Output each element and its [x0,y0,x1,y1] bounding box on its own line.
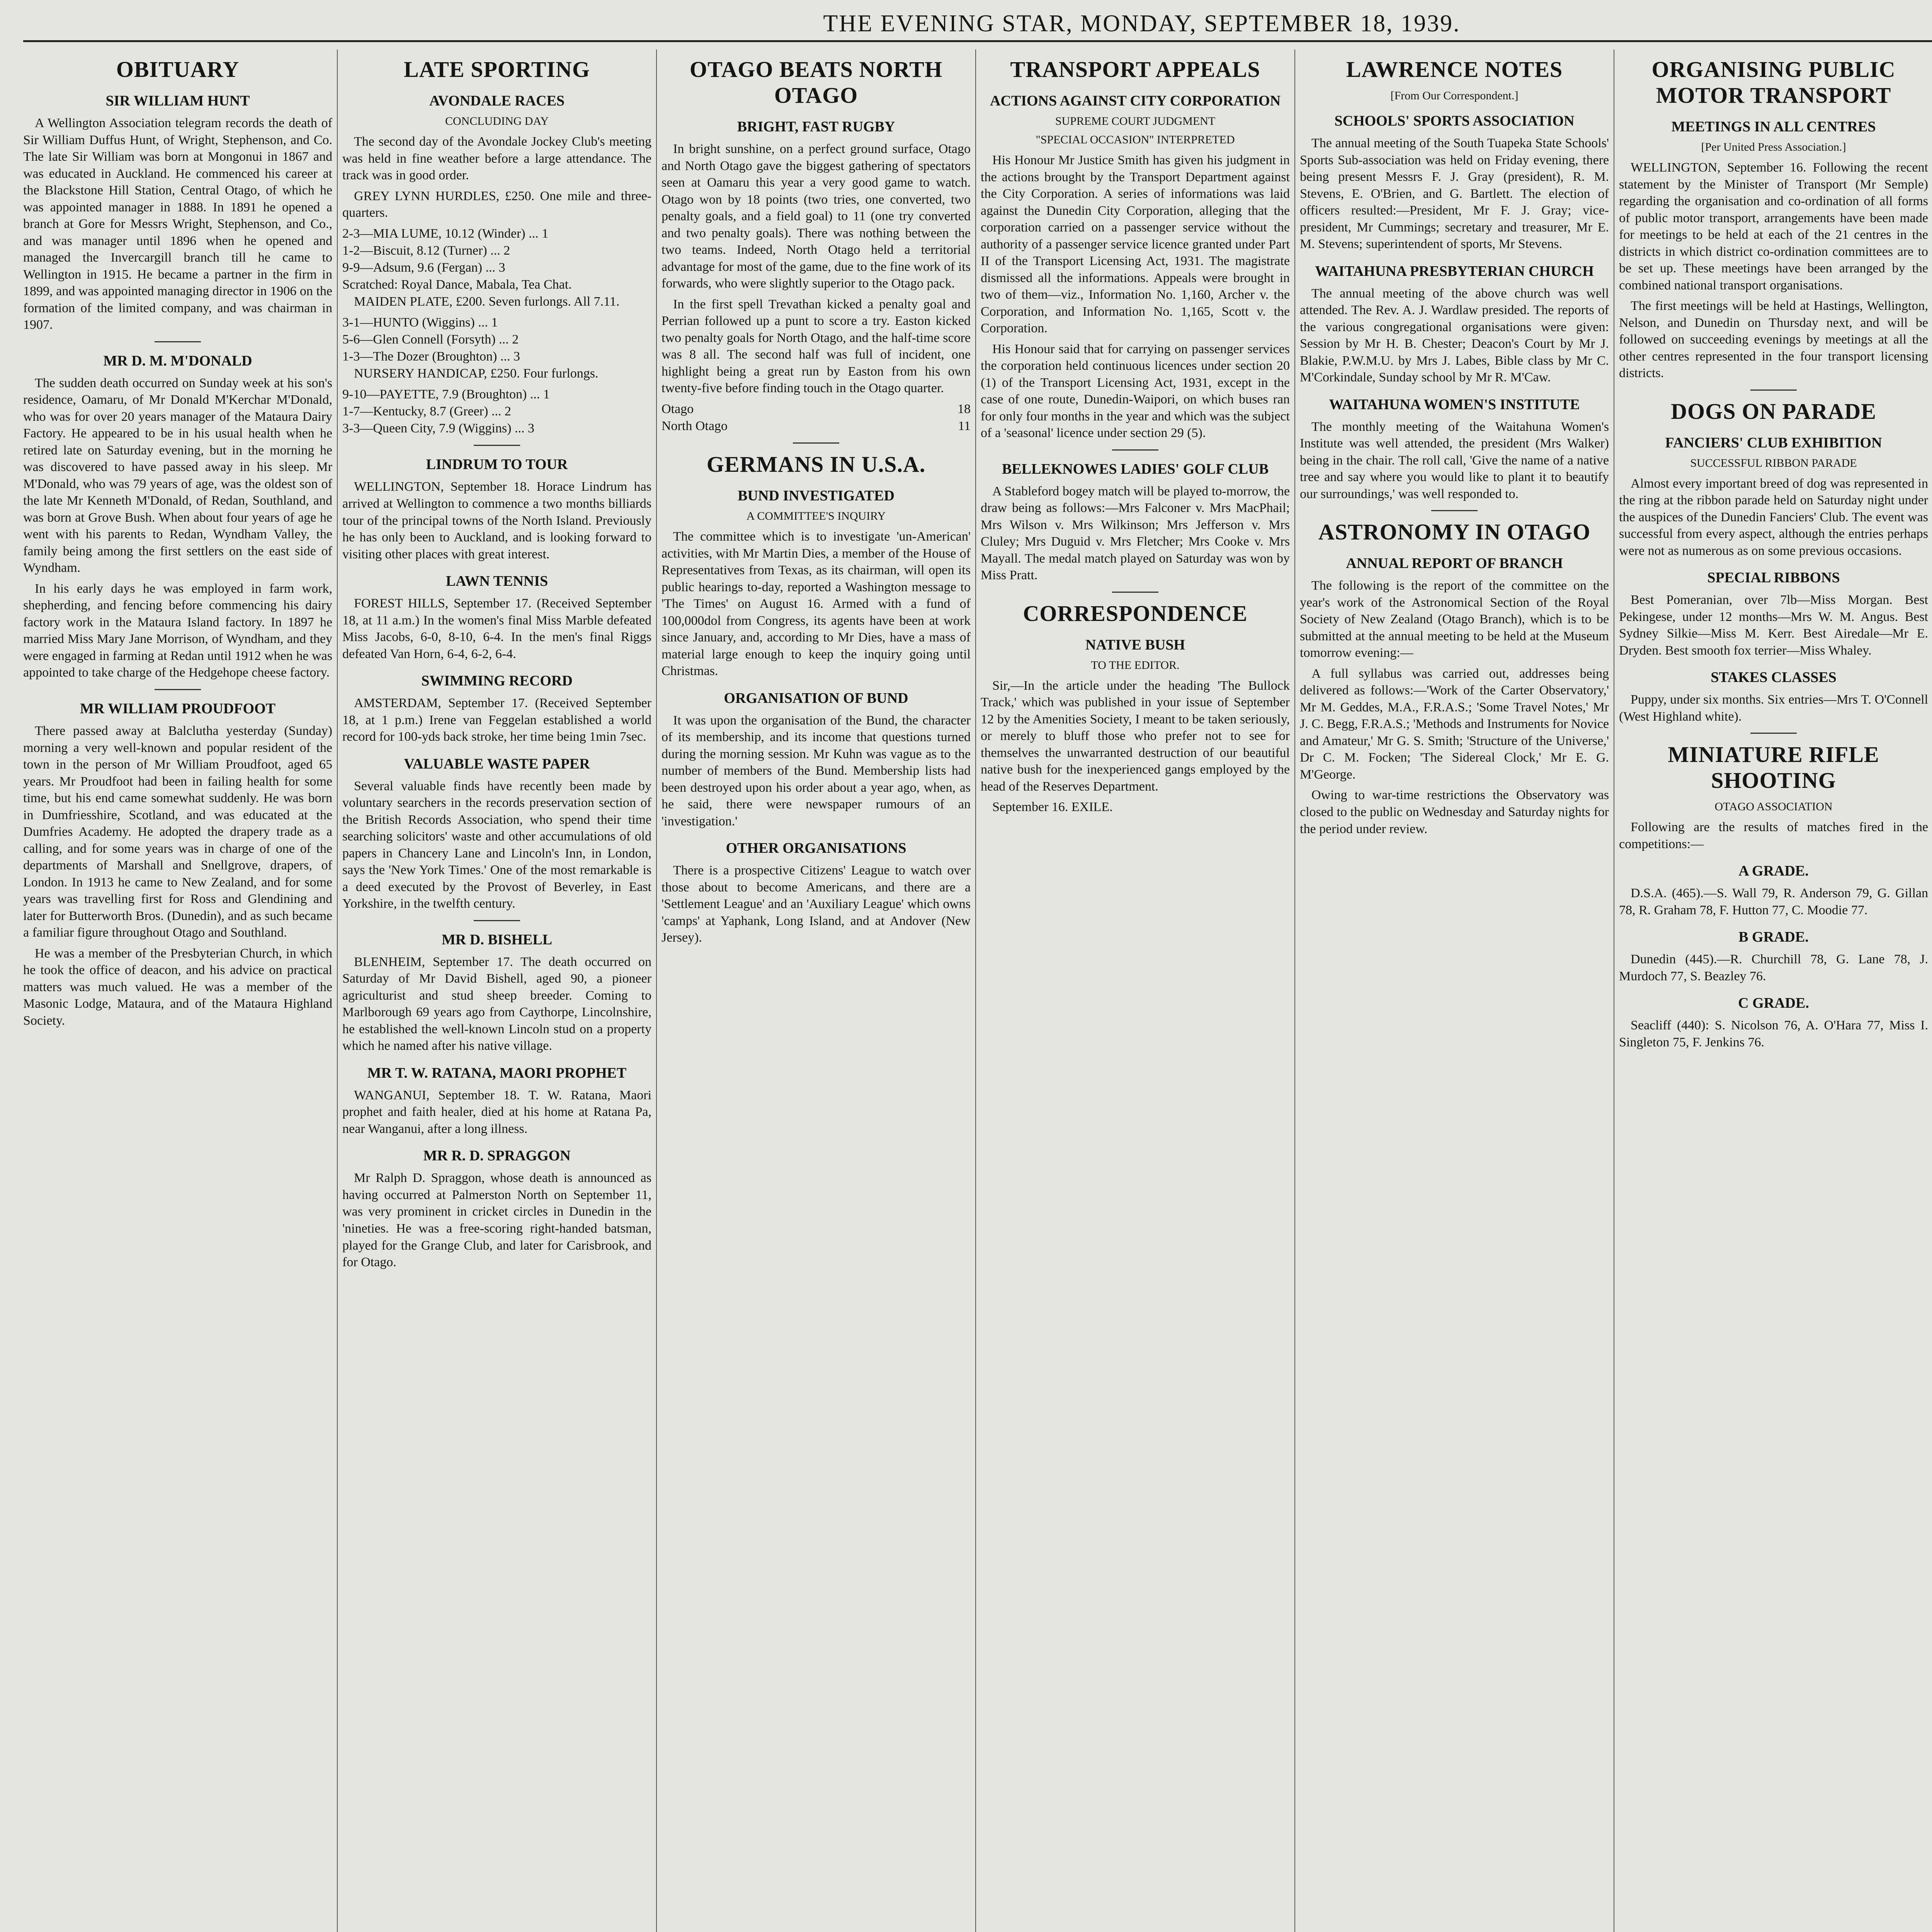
headline: FANCIERS' CLUB EXHIBITION [1665,434,1882,451]
article-text: Dunedin (445).—R. Churchill 78, G. Lane 78, J. Murdoch 77, S. Beazley 76. [1619,952,1928,983]
column-rule [656,49,657,1932]
headline: WAITAHUNA WOMEN'S INSTITUTE [1329,396,1580,413]
kicker: SUCCESSFUL RIBBON PARADE [1690,456,1857,469]
kicker: TO THE EDITOR. [1091,658,1180,672]
article-text: There is a prospective Citizens' League to watch over those about to become Americans, and there are a 'Settlement League' and an 'Auxiliary League' which owns 'camps' at Yaphank, Long Island, and at Andover (New Jersey). [662,863,971,945]
race-title: MAIDEN PLATE, £200. Seven furlongs. All 7.11. [354,294,620,309]
kicker: [Per United Press Association.] [1701,141,1846,153]
divider [474,445,520,446]
article-text: Puppy, under six months. Six entries—Mrs T. O'Connell (West Highland white). [1619,692,1928,724]
race-line: 9-10—PAYETTE, 7.9 (Broughton) ... 1 [342,387,550,401]
article-text: Seacliff (440): S. Nicolson 76, A. O'Hara 77, Miss I. Singleton 75, F. Jenkins 76. [1619,1018,1928,1049]
race-line: 1-2—Biscuit, 8.12 (Turner) ... 2 [342,243,510,258]
article-text: It was upon the organisation of the Bund, the character of its membership, and its income that questions turned during the morning session. Mr Kuhn was vague as to the number of members of the Bund. Membership lists had been destroyed upon his order about a year ago, when, as he said, there were newspaper rumours of an 'investigation.' [662,713,971,828]
race-line: 1-7—Kentucky, 8.7 (Greer) ... 2 [342,404,511,419]
article-text: In his early days he was employed in farm work, shepherding, and fencing before commencing his dairy factory work in the Mataura Island factory. In 1897 he married Miss Mary Jane Morrison, of Wyndham, and they were engaged in farming at Redan until 1912 when he was appointed to take charge of the Hedgehope cheese factory. [23,581,332,680]
article-text: A full syllabus was carried out, addresses being delivered as follows:—'Work of the Carter Observatory,' Mr M. Geddes, M.A., F.R.A.S.; 'Some Travel Notes,' Mr J. C. Begg, F.R.A.S.; 'Methods and Instruments for Novice and Amateur,' Mr G. S. Smith; 'Structure of the Universe,' Dr C. M. Focken; 'The Sidereal Clock,' Mr E. G. M'George. [1300,666,1609,782]
headline: SIR WILLIAM HUNT [105,93,250,109]
column-lawrence-notes [1300,49,1609,1932]
article-text: Almost every important breed of dog was represented in the ring at the ribbon parade held on Saturday night under the auspices of the Dunedin Fanciers' Club. The event was successful from every aspect, although the entries perhaps were not as numerous as on some previous occasions. [1619,476,1928,558]
divider [155,341,201,342]
grade-heading: C GRADE. [1738,995,1809,1012]
divider [793,442,839,444]
headline: SCHOOLS' SPORTS ASSOCIATION [1334,113,1575,129]
divider [1750,733,1797,734]
race-title: GREY LYNN HURDLES, £250. One mile and three-quarters. [342,189,651,220]
article-text: WANGANUI, September 18. T. W. Ratana, Maori prophet and faith healer, died at his home at Ratana Pa, near Wanganui, after a long illness. [342,1088,651,1136]
section-title: DOGS ON PARADE [1671,398,1876,424]
team-name: North Otago [662,418,728,433]
section-title: MINIATURE RIFLE SHOOTING [1668,742,1879,793]
column-transport-appeals [981,49,1290,1932]
column-obituary [23,49,332,1932]
article-text: Several valuable finds have recently been made by voluntary searchers in the records preservation section of the British Records Association, who spend their time searching solicitors' waste and other accumulations of old papers in Chancery Lane and Lincoln's Inn, in London, says the 'New York Times.' One of the most remarkable is a deed executed by the Provost of Beverley, in East Yorkshire, in the twelfth century. [342,779,651,911]
race-line: 3-1—HUNTO (Wiggins) ... 1 [342,315,498,330]
article-text: His Honour said that for carrying on passenger services the corporation held continuous licences under section 20 (1) of the Transport Licensing Act, 1931, except in the case of one route, Dunedin-Waipori, on which buses ran for only four months in the year and which was the subject of a 'seasonal' licence under section 29 (5). [981,342,1290,440]
headline: OTHER ORGANISATIONS [726,840,906,857]
headline: SPECIAL RIBBONS [1707,570,1840,586]
section-title: GERMANS IN U.S.A. [706,452,926,477]
headline: BELLEKNOWES LADIES' GOLF CLUB [1002,461,1269,477]
race-line: 9-9—Adsum, 9.6 (Fergan) ... 3 [342,260,505,275]
kicker: "SPECIAL OCCASION" INTERPRETED [1036,133,1235,146]
headline: BUND INVESTIGATED [738,488,895,504]
masthead [23,3,1932,42]
article-text: The annual meeting of the South Tuapeka State Schools' Sports Sub-association was held on Friday evening, there being present Messrs F. J. Gray (president), R. M. Stevens, E. O'Brien, and G. Bartlett. The election of officers resulted:—President, Mr F. J. Gray; vice-president, Mr Cummings; secretary and treasurer, Mr E. M. Stevens; superintendent of sports, Mr Stevens. [1300,136,1609,252]
divider [1431,510,1478,511]
article-text: Mr Ralph D. Spraggon, whose death is announced as having occurred at Palmerston North on September 11, was very prominent in cricket circles in Dunedin in the 'nineties. He was a free-scoring right-handed batsman, played for the Grange Club, and later for Carisbrook, and for Otago. [342,1171,651,1270]
article-text: Sir,—In the article under the heading 'The Bullock Track,' which was published in your issue of September 12 by the Amenities Society, I meant to be taken seriously, or merely to bluff those who prefer not to see for themselves the unwarranted destruction of our beautiful native bush for the inexperienced gangs employed by the head of the Reserves Department. [981,678,1290,794]
headline: MR D. M. M'DONALD [103,352,252,369]
grade-heading: A GRADE. [1738,863,1809,879]
article-text: Following are the results of matches fired in the competitions:— [1619,820,1928,851]
race-line: 1-3—The Dozer (Broughton) ... 3 [342,349,520,364]
column-rule [1294,49,1295,1932]
race-line: 2-3—MIA LUME, 10.12 (Winder) ... 1 [342,226,549,241]
masthead-title: THE EVENING STAR, MONDAY, SEPTEMBER 18, 1939. [823,10,1461,37]
section-title: TRANSPORT APPEALS [1010,57,1260,82]
headline: STAKES CLASSES [1711,669,1837,686]
article-text: Best Pomeranian, over 7lb—Miss Morgan. Best Pekingese, under 12 months—Mrs W. M. Angus. Best Sydney Silkie—Miss M. Kerr. Best Airedale—Mr E. Dryden. Best smooth fox terrier—Miss Whaley. [1619,593,1928,658]
team-name: Otago [662,401,694,416]
article-text: A Stableford bogey match will be played to-morrow, the draw being as follows:—Mrs Falconer v. Mrs MacPhail; Mrs Wilson v. Mrs Wilkinson; Mrs Jefferson v. Mrs Cluley; Mrs Duguid v. Mrs Fletcher; Mrs Cooke v. Mrs Mayall. The medal match played on Saturday was won by Miss Pratt. [981,484,1290,583]
section-title: LAWRENCE NOTES [1346,57,1563,82]
article-text: D.S.A. (465).—S. Wall 79, R. Anderson 79, G. Gillan 78, R. Graham 78, F. Hutton 77, C. Moodie 77. [1619,886,1928,917]
article-text: The second day of the Avondale Jockey Club's meeting was held in fine weather before a large attendance. The track was in good order. [342,134,651,183]
columns [23,49,1932,1932]
section-title: OBITUARY [116,57,240,82]
column-motor-transport [1619,49,1928,1932]
race-line: 3-3—Queen City, 7.9 (Wiggins) ... 3 [342,421,534,436]
section-title: ORGANISING PUBLIC MOTOR TRANSPORT [1651,57,1896,108]
section-title: ASTRONOMY IN OTAGO [1318,519,1591,545]
headline: BRIGHT, FAST RUGBY [737,119,895,135]
headline: MR R. D. SPRAGGON [423,1148,571,1164]
article-text: His Honour Mr Justice Smith has given his judgment in the actions brought by the Transport Department against the City Corporation. A series of informations was laid against the Dunedin City Corporation, alleging that the corporation carried on a passenger service without the authority of a passenger service licence granted under Part II of the Transport Licensing Act, 1931. The magistrate dismissed all the informations. Appeals were brought in two of them—viz., Information No. 1,160, Archer v. the Corporation, and Information No. 1,165, Scott v. the Corporation. [981,153,1290,336]
divider [1112,592,1158,593]
headline: ACTIONS AGAINST CITY CORPORATION [990,93,1281,109]
article-text: The annual meeting of the above church was well attended. The Rev. A. J. Wardlaw presided. The reports of the various congregational organisations were given: Session by Mr H. B. Chester; Deacon's Court by Mr J. Blakie, P.W.M.U. by Mrs J. Labes, Bible class by Mr C. M'Corkindale, Sunday school by Mr R. M'Caw. [1300,286,1609,385]
headline: MEETINGS IN ALL CENTRES [1671,119,1876,135]
article-text: The monthly meeting of the Waitahuna Women's Institute was well attended, the president (Mrs Walker) being in the chair. The roll call, 'Give the name of a native tree and say where you would like to plant it to beautify our surroundings,' was well responded to. [1300,419,1609,501]
column-late-sporting [342,49,651,1932]
race-results [342,188,651,437]
headline: LAWN TENNIS [446,573,548,590]
article-text: FOREST HILLS, September 17. (Received September 18, at 11 a.m.) In the women's final Miss Marble defeated Miss Jacobs, 6-0, 8-10, 6-4. In the men's final Riggs defeated Van Horn, 6-4, 6-2, 6-4. [342,596,651,661]
grade-heading: B GRADE. [1738,929,1809,946]
headline: NATIVE BUSH [1085,636,1185,653]
article-text: In bright sunshine, on a perfect ground surface, Otago and North Otago gave the biggest gathering of spectators seen at Oamaru this year a very good game to watch. Otago won by 18 points (two tries, one converted, two penalty goals, and a field goal) to 11 (one try converted and two penalty goals). There was nothing between the two teams. Indeed, North Otago held a territorial advantage for most of the game, due to the fine work of its forwards, who were slightly superior to the Otago pack. [662,142,971,291]
article-text: AMSTERDAM, September 17. (Received September 18, at 1 p.m.) Irene van Feggelan established a world record for 100-yds back stroke, her time being 1min 7sec. [342,696,651,744]
headline: MR WILLIAM PROUDFOOT [80,700,276,717]
article-text: The sudden death occurred on Sunday week at his son's residence, Oamaru, of Mr Donald M'Kerchar M'Donald, who was for over 20 years manager of the Mataura Dairy Factory. He appeared to be in his usual health when he retired late on Saturday evening, but in the morning he was discovered to have passed away in his sleep. Mr M'Donald, who was 79 years of age, was the oldest son of the late Mr Kenneth M'Donald, of Redan, Southland, and was born at Grove Bush. When about four years of age he went with his parents to Redan, Wyndham Valley, the family being among the first settlers on the east side of Wyndham. [23,376,332,575]
headline: VALUABLE WASTE PAPER [404,755,590,772]
section-title: LATE SPORTING [403,57,590,82]
headline: SWIMMING RECORD [421,673,573,689]
team-score: 18 [957,401,971,416]
final-score [662,401,971,435]
signature: September 16. EXILE. [992,800,1113,815]
headline: LINDRUM TO TOUR [426,456,568,473]
article-text: He was a member of the Presbyterian Church, in which he took the office of deacon, and his advice on practical matters was much valued. He was a member of the Masonic Lodge, Mataura, and of the Mataura Highland Society. [23,946,332,1028]
divider [1750,389,1797,391]
article-text: Owing to war-time restrictions the Observatory was closed to the public on Wednesday and Saturday nights for the period under review. [1300,788,1609,836]
team-score: 11 [958,418,971,433]
kicker: A COMMITTEE'S INQUIRY [746,510,886,523]
kicker: OTAGO ASSOCIATION [1714,800,1833,813]
divider [474,920,520,921]
kicker: [From Our Correspondent.] [1390,89,1519,102]
article-text: WELLINGTON, September 16. Following the recent statement by the Minister of Transport (Mr Semple) regarding the organisation and co-ordination of all forms of public motor transport, arrangements have been made for meetings to be held at each of the 21 centres in the districts in which district co-ordination committees are to be set up. These meetings have been arranged by the combined national transport organisations. [1619,160,1928,293]
race-title: NURSERY HANDICAP, £250. Four furlongs. [354,366,599,381]
article-text: There passed away at Balclutha yesterday (Sunday) morning a very well-known and popular resident of the town in the person of Mr William Proudfoot, aged 65 years. Mr Proudfoot had been in failing health for some time, but his end came somewhat suddenly. He was born in Dumfriesshire, Scotland, and was educated at the Dumfries Academy. He adopted the drapery trade as a calling, and for some years was in charge of one of the departments of Marshall and Snellgrove, drapers, of London. In 1913 he came to New Zealand, and for some years was travelling first for Ross and Glendining and later for Butterworth Bros. (Dunedin), and as such became a familiar figure throughout Otago and Southland. [23,723,332,940]
kicker: CONCLUDING DAY [445,115,549,128]
headline: ORGANISATION OF BUND [724,690,908,706]
article-text: In the first spell Trevathan kicked a penalty goal and Perrian followed up a punt to score a try. Easton kicked two penalty goals for North Otago, and the half-time score was 8 all. The second half was full of incident, one highlight being a great run by Easton from his own twenty-five before finding touch in the Otago quarter. [662,297,971,396]
divider [155,689,201,690]
column-rugby [662,49,971,1932]
article-text: BLENHEIM, September 17. The death occurred on Saturday of Mr David Bishell, aged 90, a pioneer agriculturist and stud sheep breeder. Coming to Marlborough 69 years ago from Caythorpe, Lincolnshire, he established the well-known Lincoln stud on a property which he named after his native village. [342,954,651,1053]
article-text: The committee which is to investigate 'un-American' activities, with Mr Martin Dies, a member of the House of Representatives from Texas, as its chairman, will open its public hearings to-day, reported a Washington message to 'The Times' on August 16. Armed with a fund of 100,000dol from Congress, its agents have been at work since January, and, according to Mr Dies, have a mass of material large enough to keep the inquiry going until Christmas. [662,529,971,679]
headline: WAITAHUNA PRESBYTERIAN CHURCH [1315,263,1594,279]
article-text: A Wellington Association telegram records the death of Sir William Duffus Hunt, of Wright, Stephenson, and Co. The late Sir William was born at Mongonui in 1867 and was educated in Auckland. He commenced his career at the Blackstone Hill Station, Central Otago, of which he was appointed manager in 1888. In 1891 he opened a branch at Gore for Messrs Wright, Stephenson, and Co., and was manager until 1896 when he opened and managed the Invercargill branch till he came to Wellington in 1915. He became a partner in the firm in 1899, and was appointed managing director in 1906 on the formation of the limited company, and was chairman in 1907. [23,116,332,332]
race-line: 5-6—Glen Connell (Forsyth) ... 2 [342,332,519,347]
headline: MR T. W. RATANA, MAORI PROPHET [367,1065,627,1081]
headline: MR D. BISHELL [441,931,553,948]
article-text: The first meetings will be held at Hastings, Wellington, Nelson, and Dunedin on Thursday next, and will be followed on succeeding evenings by meetings at all the other centres represented in the four transport licensing districts. [1619,299,1928,381]
headline: AVONDALE RACES [429,93,565,109]
kicker: SUPREME COURT JUDGMENT [1055,115,1216,128]
column-rule [975,49,976,1932]
divider [1112,449,1158,451]
headline: ANNUAL REPORT OF BRANCH [1346,555,1563,572]
section-title: OTAGO BEATS NORTH OTAGO [689,57,943,108]
column-rule [337,49,338,1932]
article-text: The following is the report of the committee on the year's work of the Astronomical Section of the Royal Society of New Zealand (Otago Branch), which is to be submitted at the annual meeting to be held at the Museum tomorrow evening:— [1300,578,1609,660]
article-text: WELLINGTON, September 18. Horace Lindrum has arrived at Wellington to commence a two months billiards tour of the principal towns of the North Island. Previously he has only been to Auckland, and is looking forward to visiting other places with great interest. [342,480,651,561]
race-line: Scratched: Royal Dance, Mabala, Tea Chat. [342,277,572,292]
section-title: CORRESPONDENCE [1023,600,1248,626]
